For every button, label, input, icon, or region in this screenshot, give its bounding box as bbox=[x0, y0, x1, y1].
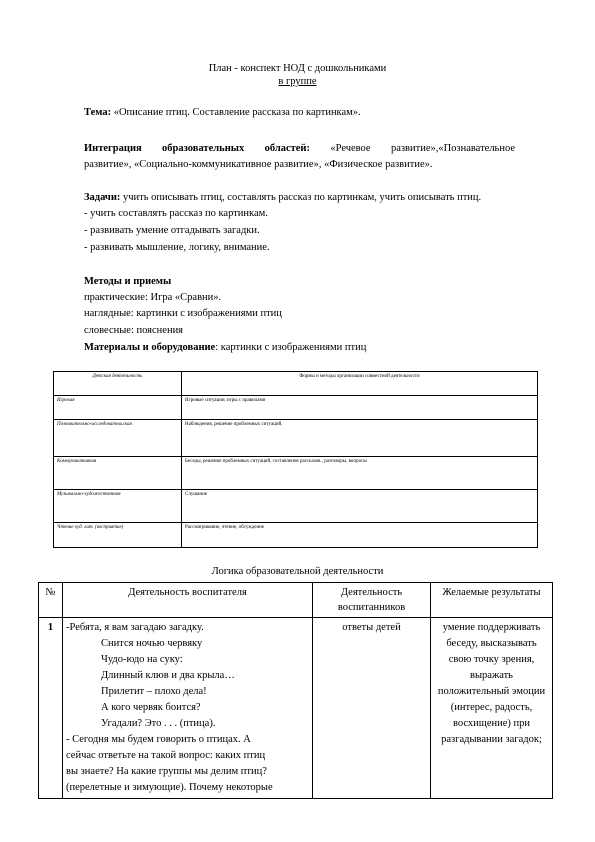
teacher-activity bbox=[63, 618, 313, 799]
task-item: - учить составлять рассказ по картинкам. bbox=[84, 208, 268, 219]
integration-text-1: «Речевое развитие»,«Познавательное bbox=[330, 143, 516, 154]
teacher-line: - Сегодня мы будем говорить о птицах. А bbox=[66, 734, 251, 745]
table-row bbox=[39, 618, 553, 799]
logic-table-header bbox=[39, 583, 553, 618]
riddle-line: Снится ночью червяку bbox=[101, 638, 203, 649]
methods-heading bbox=[84, 276, 171, 287]
results-col-header: Желаемые результаты bbox=[431, 583, 553, 618]
table-row bbox=[54, 457, 538, 490]
riddle-line: Чудо-юдо на суку: bbox=[101, 654, 183, 665]
materials-label: Материалы и оборудование bbox=[84, 342, 216, 353]
pupils-activity: ответы детей bbox=[313, 618, 431, 799]
method-practical: практические: Игра «Сравни». bbox=[84, 292, 222, 303]
logic-heading: Логика образовательной деятельности bbox=[211, 566, 384, 577]
activity-type: Музыкально-художественная bbox=[54, 490, 182, 523]
theme-label: Тема: bbox=[84, 107, 112, 118]
riddle-line: Длинный клюв и два крыла… bbox=[101, 670, 235, 681]
activity-type: Познавательно-исследовательская bbox=[54, 420, 182, 457]
forms-col-header: Формы и методы организации совместной деятельности bbox=[182, 372, 538, 396]
integration-line-2: развитие», «Социально-коммуникативное развитие», «Физическое развитие». bbox=[84, 159, 433, 170]
logic-table bbox=[38, 582, 553, 799]
task-item: - развивать умение отгадывать загадки. bbox=[84, 225, 260, 236]
method-visual: наглядные: картинки с изображениями птиц bbox=[84, 308, 282, 319]
integration-line-1 bbox=[84, 143, 515, 154]
table-row bbox=[54, 420, 538, 457]
integration-label: Интеграция образовательных областей: bbox=[84, 143, 310, 154]
riddle-line: Прилетит – плохо дела! bbox=[101, 686, 207, 697]
row-number: 1 bbox=[39, 618, 63, 799]
teacher-line: (перелетные и зимующие). Почему некоторые bbox=[66, 782, 273, 793]
activity-type: Чтение худ. лит. (восприятие) bbox=[54, 523, 182, 548]
riddle-line: А кого червяк боится? bbox=[101, 702, 201, 713]
teacher-line: сейчас ответьте на такой вопрос: каких птиц bbox=[66, 750, 266, 761]
materials-text: : картинки с изображениями птиц bbox=[215, 342, 367, 353]
activity-col-header: Детская деятельность bbox=[54, 372, 182, 396]
activity-forms: Игровые ситуации, игры с правилами bbox=[182, 396, 538, 420]
doc-title: План - конспект НОД с дошкольниками bbox=[208, 63, 387, 74]
activity-forms: Наблюдения, решение проблемных ситуаций, bbox=[182, 420, 538, 457]
method-verbal: словесные: пояснения bbox=[84, 325, 184, 336]
table-row bbox=[54, 523, 538, 548]
activity-table-header bbox=[54, 372, 538, 396]
activity-forms: Слушание bbox=[182, 490, 538, 523]
materials-line bbox=[84, 342, 366, 353]
desired-results: умение поддерживать беседу, высказывать свою точку зрения, выражать положительный эмоции (интерес, радость, восхищение) при разгадывании загадок; bbox=[431, 618, 553, 799]
tasks-label: Задачи: bbox=[84, 192, 121, 203]
task-item: - развивать мышление, логику, внимание. bbox=[84, 242, 270, 253]
theme-text: «Описание птиц. Составление рассказа по картинкам». bbox=[111, 107, 361, 118]
pupils-col-header: Деятельность воспитанников bbox=[313, 583, 431, 618]
theme-line bbox=[84, 107, 361, 118]
methods-heading-text: Методы и приемы bbox=[84, 276, 172, 287]
num-col-header: № bbox=[39, 583, 63, 618]
activity-forms: Рассматривание, чтение, обсуждение bbox=[182, 523, 538, 548]
activity-type: Игровая bbox=[54, 396, 182, 420]
riddle-line: Угадали? Это . . . (птица). bbox=[101, 718, 216, 729]
table-row bbox=[54, 490, 538, 523]
table-row bbox=[54, 396, 538, 420]
activity-forms: Беседы, решение проблемных ситуаций, составление рассказов , разговоры, вопросы bbox=[182, 457, 538, 490]
teacher-line: вы знаете? На какие группы мы делим птиц? bbox=[66, 766, 267, 777]
teacher-col-header: Деятельность воспитателя bbox=[63, 583, 313, 618]
teacher-line: -Ребята, я вам загадаю загадку. bbox=[66, 622, 204, 633]
activity-table bbox=[53, 371, 538, 548]
activity-type: Коммуникативная bbox=[54, 457, 182, 490]
tasks-text: учить описывать птиц, составлять рассказ по картинкам, учить описывать птиц. bbox=[120, 192, 482, 203]
group-label: в группе bbox=[278, 76, 317, 87]
doc-subtitle bbox=[0, 76, 595, 87]
tasks-line bbox=[84, 192, 481, 203]
